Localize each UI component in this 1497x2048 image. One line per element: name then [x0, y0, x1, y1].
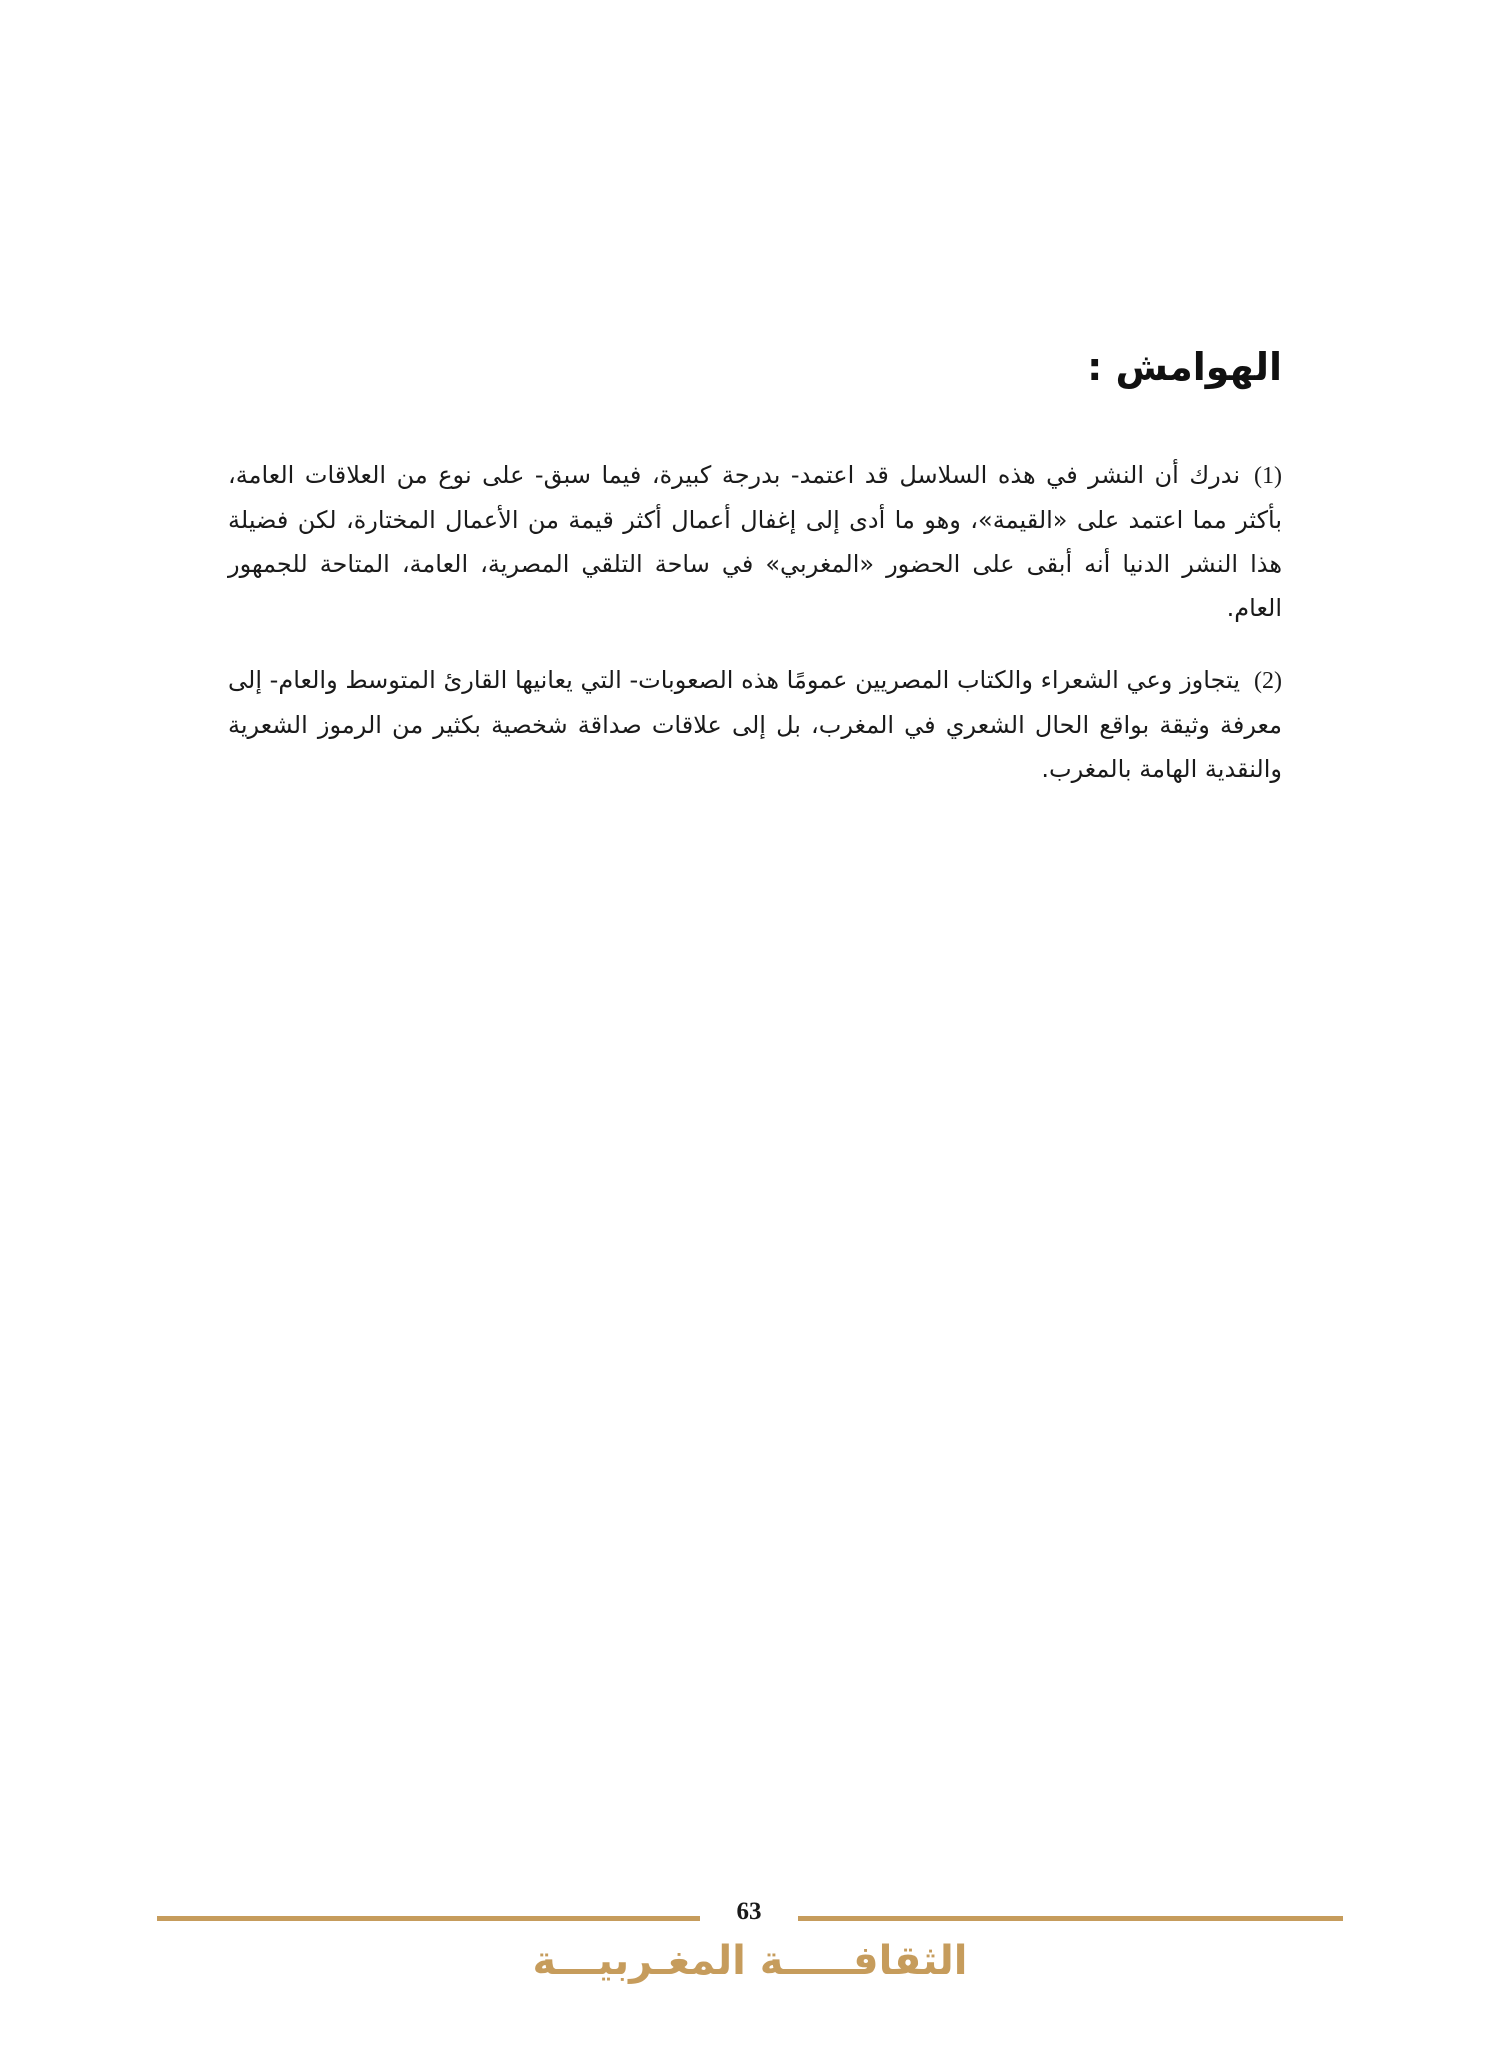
- publication-title: الثقافـــــة المغـربيـــة: [532, 1938, 968, 1984]
- footnote-number: (1): [1254, 463, 1282, 489]
- page-number: 63: [736, 1898, 762, 1925]
- footnotes-list: [228, 453, 1282, 819]
- footnote-text: يتجاوز وعي الشعراء والكتاب المصريين عمومًا هذه الصعوبات- التي يعانيها القارئ المتوسط والعام- إلى معرفة وثيقة بواقع الحال الشعري في المغرب، بل إلى علاقات صداقة شخصية بكثير من الرموز الشعرية والنقدية الهامة بالمغرب.: [228, 666, 1282, 783]
- footnote-text: ندرك أن النشر في هذه السلاسل قد اعتمد- بدرجة كبيرة، فيما سبق- على نوع من العلاقات العامة، بأكثر مما اعتمد على «القيمة»، وهو ما أدى إلى إغفال أعمال أكثر قيمة من الأعمال المختارة، لكن فضيلة هذا النشر الدنيا أنه أبقى على الحضور «المغربي» في ساحة التلقي المصرية، العامة، المتاحة للجمهور العام.: [228, 461, 1282, 622]
- footnote-number: (2): [1254, 668, 1282, 694]
- footnote-2: [228, 658, 1282, 791]
- footnotes-heading: الهوامش :: [1087, 345, 1282, 389]
- footer-rule-right: [798, 1916, 1343, 1921]
- footer-rule-left: [157, 1916, 700, 1921]
- footnote-1: [228, 453, 1282, 630]
